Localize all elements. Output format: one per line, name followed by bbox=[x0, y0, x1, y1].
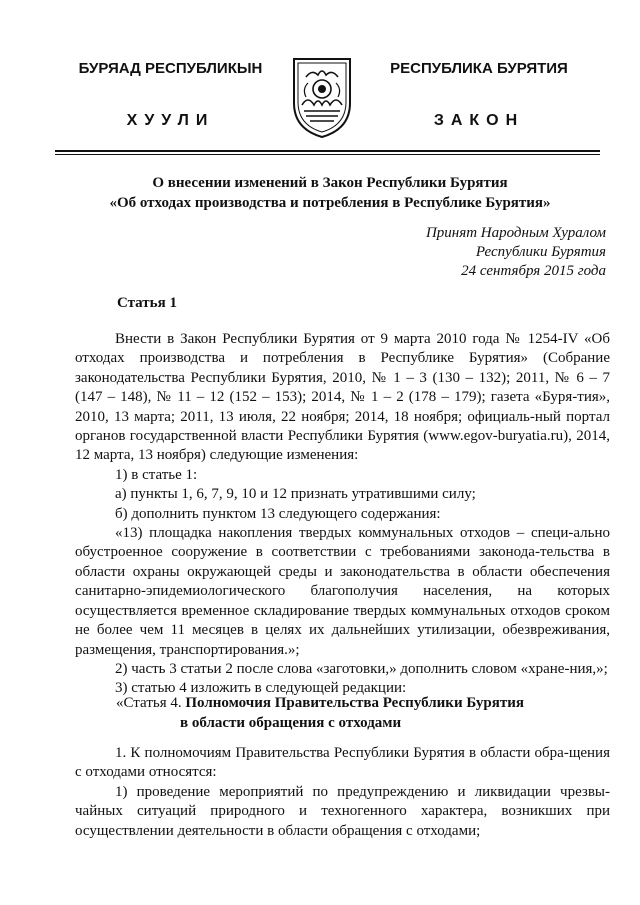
article-1-item-13-text: «13) площадка накопления твердых коммунальных отходов – специ-ально обустроенное сооружение в соответствии с требованиями законода-тельства в области охраны окружающей среды и законодательства в области обеспечения санитарно-эпидемиологического благополучия населения, на которых осуществляется временное складирование твердых коммунальных отходов сроком не более чем 11 месяцев в целях их дальнейших утилизации, обезвреживания, размещения, транспортирования.»; bbox=[75, 525, 610, 658]
document-title bbox=[60, 173, 600, 213]
article-4-prefix: «Статья 4. bbox=[116, 695, 182, 711]
header-right bbox=[366, 60, 592, 130]
adoption-note bbox=[360, 224, 606, 281]
header-right-title: РЕСПУБЛИКА БУРЯТИЯ bbox=[390, 60, 568, 77]
article-1-intro: Внести в Закон Республики Бурятия от 9 марта 2010 года № 1254-IV «Об отходах производства и потребления в Республике Бурятия» (Собрание законодательства Республики Бурятия, 2010, № 1 – 3 (130 – 132); 2011, № 6 – 7 (147 – 148), № 11 – 12 (152 – 153); 2014, № 1 – 2 (178 – 179); газета «Буря-тия», 2010, 13 марта; 2011, 13 июля, 22 ноября; 2014, 18 ноября; официаль-ный портал органов государственной власти Республики Бурятия (www.egov-buryatia.ru), 2014, 12 марта, 13 ноября) следующие изменения: bbox=[75, 331, 610, 464]
article-1-item-1b: б) дополнить пунктом 13 следующего содержания: bbox=[115, 505, 441, 522]
adoption-line-1: Принят Народным Хуралом bbox=[425, 225, 606, 241]
adoption-line-2: Республики Бурятия bbox=[475, 244, 606, 260]
article-1-item-3: 3) статью 4 изложить в следующей редакции: bbox=[115, 680, 407, 697]
article-1-item-2: 2) часть 3 статьи 2 после слова «заготовки,» дополнить словом «хране-ния,»; bbox=[115, 660, 608, 677]
article-4-paragraph-2: 1) проведение мероприятий по предупреждению и ликвидации чрезвы-чайных ситуаций природного и техногенного характера, возникших при осуществлении деятельности в области обращения с отходами; bbox=[75, 783, 610, 839]
article-4-title-line-1: Полномочия Правительства Республики Бурятия bbox=[185, 695, 524, 711]
article-1-heading: Статья 1 bbox=[117, 295, 177, 311]
title-line-1: О внесении изменений в Закон Республики Бурятия bbox=[152, 175, 508, 191]
article-1-body bbox=[75, 330, 610, 699]
header-left-doc-type: ХУУЛИ bbox=[126, 112, 215, 129]
adoption-date: 24 сентября 2015 года bbox=[461, 263, 606, 279]
header-divider-thick bbox=[55, 150, 600, 152]
article-4-title-line-2: в области обращения с отходами bbox=[180, 714, 402, 731]
article-1-item-1a: а) пункты 1, 6, 7, 9, 10 и 12 признать утратившими силу; bbox=[115, 486, 476, 503]
header-left bbox=[58, 60, 283, 130]
article-4-heading bbox=[116, 694, 524, 733]
header-divider-thin bbox=[55, 154, 600, 155]
header-right-doc-type: ЗАКОН bbox=[433, 112, 525, 129]
article-1-item-1: 1) в статье 1: bbox=[115, 466, 198, 483]
article-4-body bbox=[75, 744, 610, 841]
header-left-title: БУРЯАД РЕСПУБЛИКЫН bbox=[78, 60, 263, 77]
title-line-2: «Об отходах производства и потребления в Республике Бурятия» bbox=[109, 195, 551, 211]
coat-of-arms-icon bbox=[288, 55, 356, 139]
article-4-paragraph-1: 1. К полномочиям Правительства Республики Бурятия в области обра-щения с отходами относятся: bbox=[75, 745, 610, 781]
